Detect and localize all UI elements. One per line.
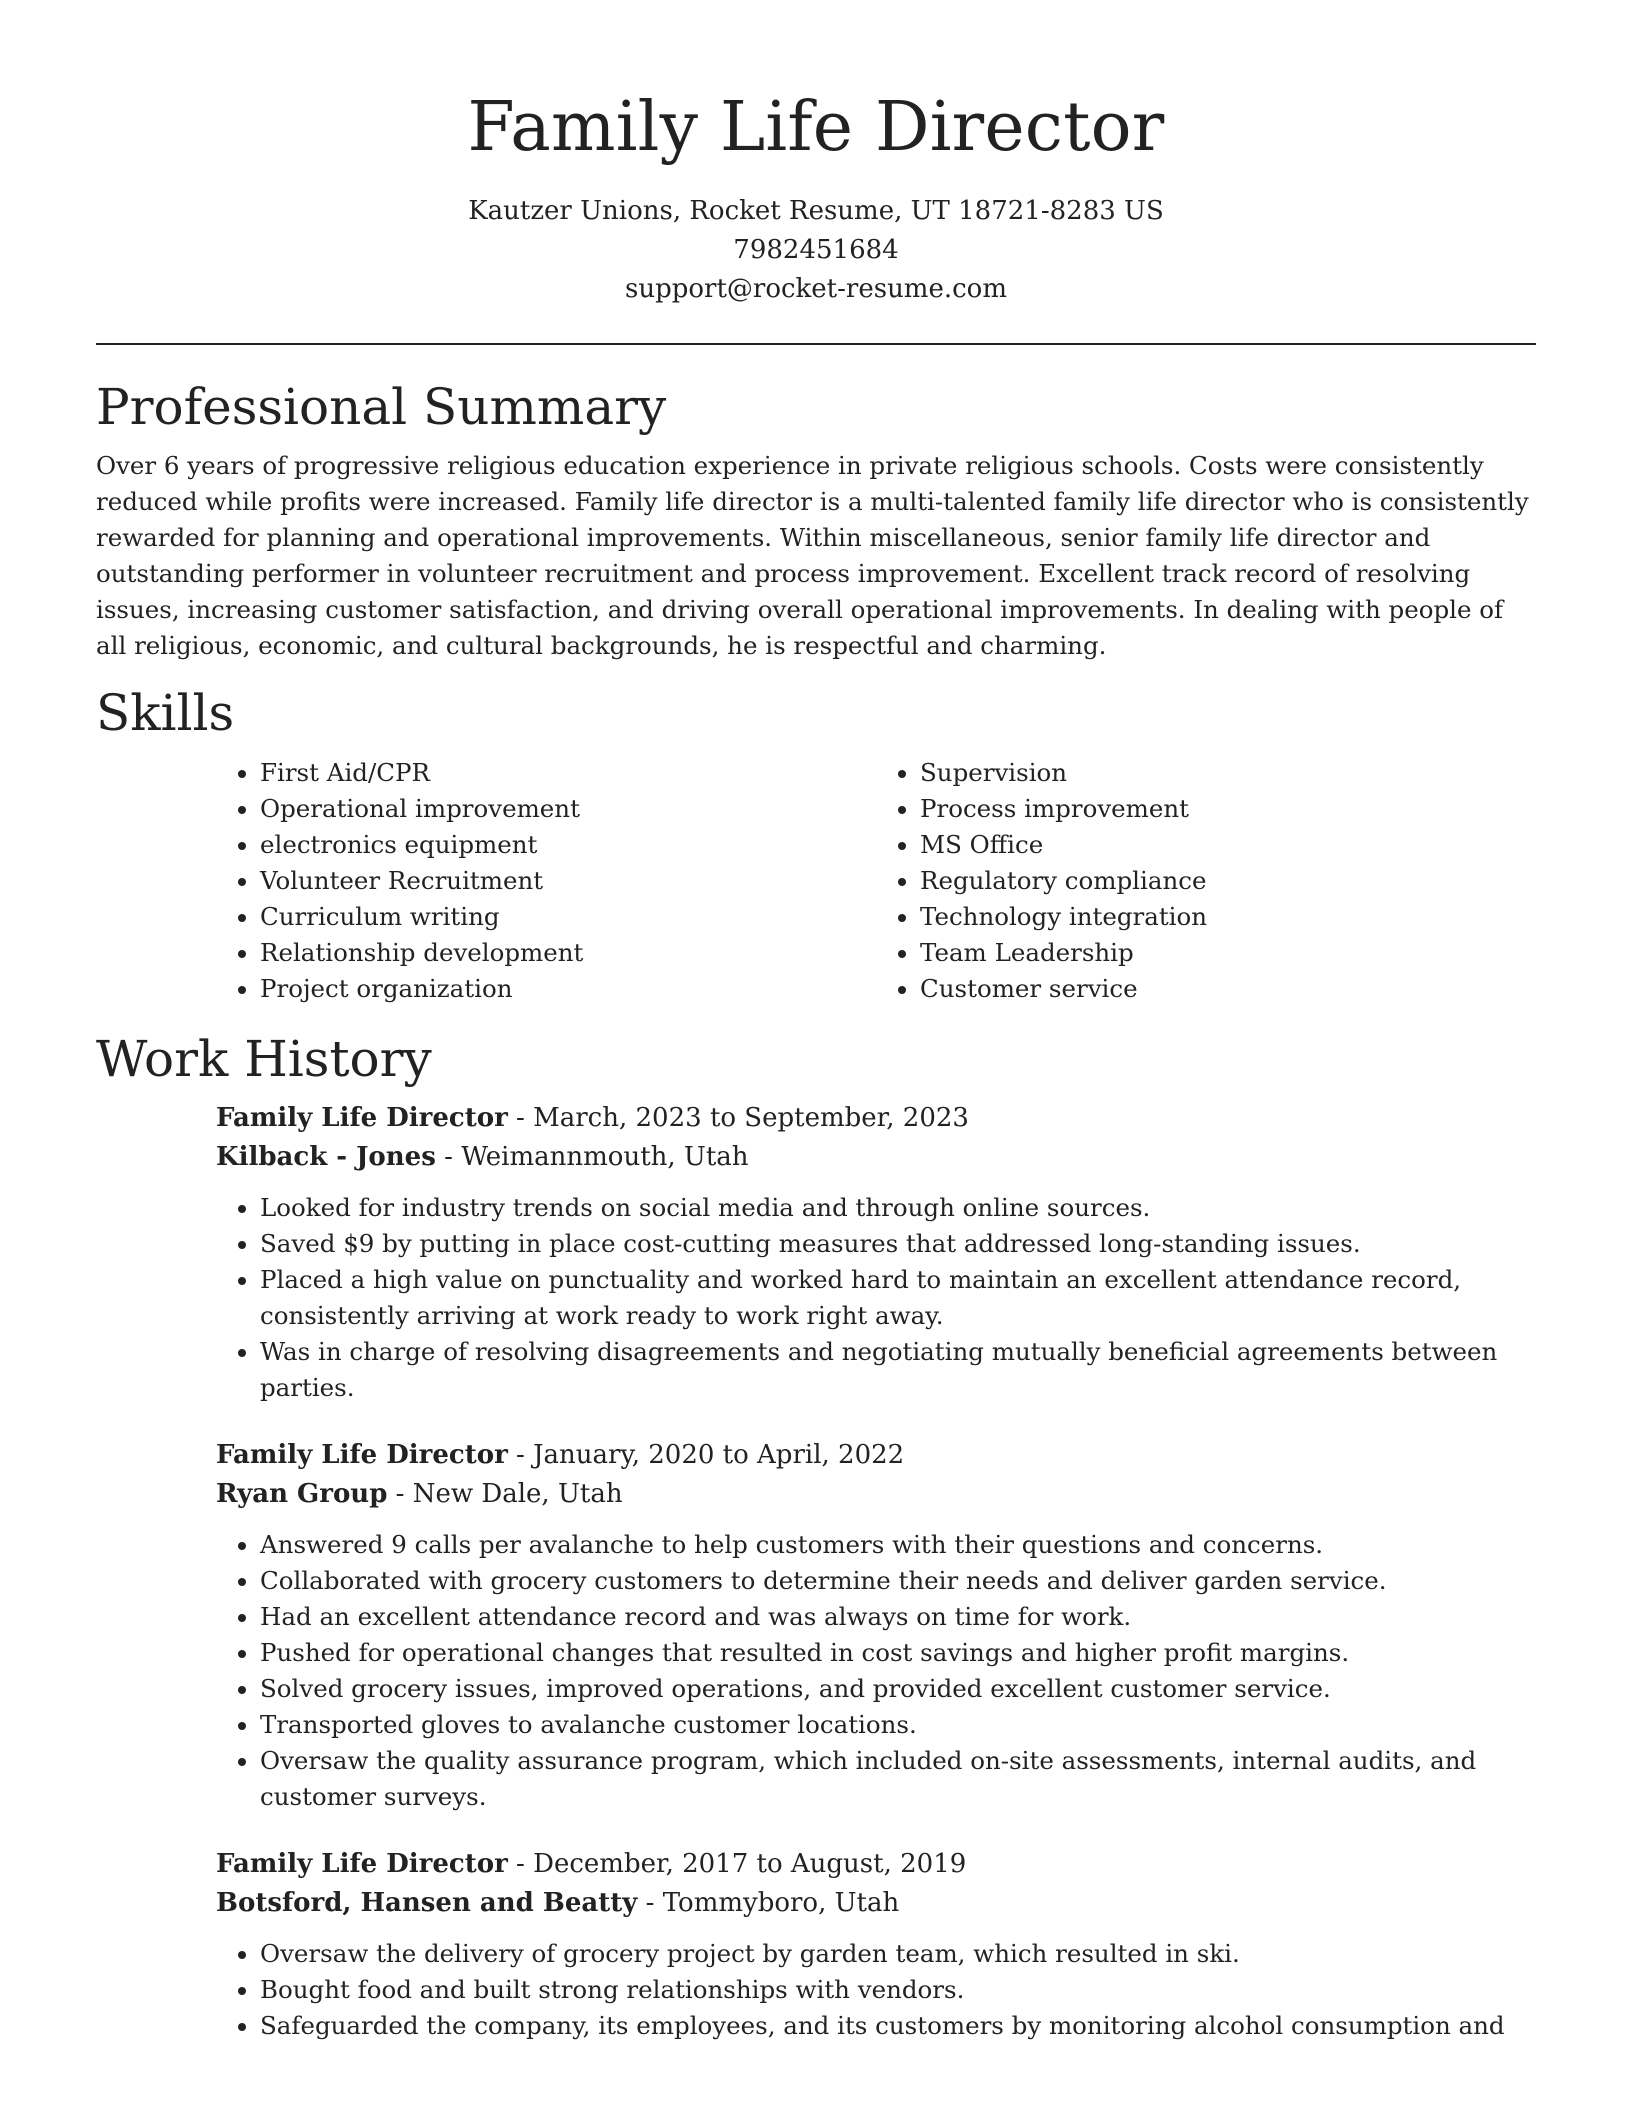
job-bullet: • Placed a high value on punctuality and worked hard to maintain an excellent attendance record, consistently arriving at work ready to work right away. bbox=[260, 1262, 1536, 1334]
summary-text: Over 6 years of progressive religious education experience in private religious schools. Costs were consistently reduced while profits were increased. Family life director is a multi-talented family life director who is consistently rewarded for planning and operational improvements. Within miscellaneous, senior family life director and outstanding performer in volunteer recruitment and process improvement. Excellent track record of resolving issues, increasing customer satisfaction, and driving overall operational improvements. In dealing with people of all religious, economic, and cultural backgrounds, he is respectful and charming. bbox=[96, 451, 1529, 660]
skill-item: • Curriculum writing bbox=[260, 899, 876, 935]
job-title: Family Life Director bbox=[216, 1440, 508, 1470]
summary-heading: Professional Summary bbox=[96, 378, 667, 436]
separator: - bbox=[387, 1479, 413, 1509]
job-bullet: • Transported gloves to avalanche customer locations. bbox=[260, 1707, 1536, 1743]
resume-header bbox=[96, 0, 1536, 309]
job-title: Family Life Director bbox=[216, 1103, 508, 1133]
skill-item: • MS Office bbox=[920, 827, 1536, 863]
job-bullet: • Solved grocery issues, improved operations, and provided excellent customer service. bbox=[260, 1671, 1536, 1707]
job-bullets bbox=[216, 1190, 1536, 1406]
job-company-line bbox=[216, 1138, 1536, 1177]
job-bullets bbox=[216, 1936, 1536, 2044]
job-location: Tommyboro, Utah bbox=[662, 1888, 900, 1918]
job-title: Family Life Director bbox=[216, 1849, 508, 1879]
address: Kautzer Unions, Rocket Resume, UT 18721-8283 US bbox=[468, 196, 1164, 226]
job-bullet: • Collaborated with grocery customers to determine their needs and deliver garden service. bbox=[260, 1563, 1536, 1599]
skill-item: • Technology integration bbox=[920, 899, 1536, 935]
separator: - bbox=[435, 1142, 462, 1172]
job-bullet: • Bought food and built strong relationships with vendors. bbox=[260, 1972, 1536, 2008]
separator: - bbox=[507, 1440, 534, 1470]
skill-item: • electronics equipment bbox=[260, 827, 876, 863]
skill-item: • Process improvement bbox=[920, 791, 1536, 827]
job-company-line bbox=[216, 1884, 1536, 1923]
resume-page bbox=[96, 0, 1536, 2044]
job-bullet: • Looked for industry trends on social media and through online sources. bbox=[260, 1190, 1536, 1226]
skills-section bbox=[96, 683, 1536, 1007]
skill-item: • Volunteer Recruitment bbox=[260, 863, 876, 899]
skills-grid bbox=[216, 755, 1536, 1007]
skill-item: • Relationship development bbox=[260, 935, 876, 971]
candidate-name: Family Life Director bbox=[467, 88, 1165, 167]
header-divider bbox=[96, 343, 1536, 345]
job-entry bbox=[216, 1099, 1536, 1406]
skill-item: • Customer service bbox=[920, 971, 1536, 1007]
company-name: Botsford, Hansen and Beatty bbox=[216, 1888, 638, 1918]
job-company-line bbox=[216, 1475, 1536, 1514]
skills-list-left bbox=[216, 755, 876, 1007]
phone: 7982451684 bbox=[733, 235, 899, 265]
skill-item: • Supervision bbox=[920, 755, 1536, 791]
job-location: New Dale, Utah bbox=[412, 1479, 623, 1509]
work-history-section bbox=[96, 1029, 1536, 2044]
job-bullet: • Answered 9 calls per avalanche to help customers with their questions and concerns. bbox=[260, 1527, 1536, 1563]
job-dates: December, 2017 to August, 2019 bbox=[533, 1849, 967, 1879]
skill-item: • Team Leadership bbox=[920, 935, 1536, 971]
skill-item: • Operational improvement bbox=[260, 791, 876, 827]
skills-list-right bbox=[876, 755, 1536, 1007]
job-bullet: • Saved $9 by putting in place cost-cutting measures that addressed long-standing issues. bbox=[260, 1226, 1536, 1262]
skill-item: • Project organization bbox=[260, 971, 876, 1007]
job-entry bbox=[216, 1845, 1536, 2044]
job-location: Weimannmouth, Utah bbox=[461, 1142, 749, 1172]
job-bullet: • Safeguarded the company, its employees, and its customers by monitoring alcohol consumption and bbox=[260, 2008, 1536, 2044]
job-dates: March, 2023 to September, 2023 bbox=[533, 1103, 969, 1133]
job-title-line bbox=[216, 1099, 1536, 1138]
summary-section bbox=[96, 377, 1536, 664]
skill-item: • Regulatory compliance bbox=[920, 863, 1536, 899]
job-bullet: • Pushed for operational changes that resulted in cost savings and higher profit margins. bbox=[260, 1635, 1536, 1671]
job-bullet: • Oversaw the delivery of grocery project by garden team, which resulted in ski. bbox=[260, 1936, 1536, 1972]
job-bullets bbox=[216, 1527, 1536, 1815]
job-bullet: • Was in charge of resolving disagreements and negotiating mutually beneficial agreements between parties. bbox=[260, 1334, 1536, 1406]
job-title-line bbox=[216, 1436, 1536, 1475]
work-history-heading: Work History bbox=[96, 1030, 432, 1088]
job-bullet: • Had an excellent attendance record and was always on time for work. bbox=[260, 1599, 1536, 1635]
company-name: Kilback - Jones bbox=[216, 1142, 436, 1172]
job-title-line bbox=[216, 1845, 1536, 1884]
company-name: Ryan Group bbox=[216, 1479, 388, 1509]
job-dates: January, 2020 to April, 2022 bbox=[533, 1440, 905, 1470]
separator: - bbox=[637, 1888, 663, 1918]
job-entry bbox=[216, 1436, 1536, 1815]
skills-heading: Skills bbox=[96, 684, 235, 742]
email: support@rocket-resume.com bbox=[624, 274, 1007, 304]
separator: - bbox=[507, 1849, 534, 1879]
separator: - bbox=[507, 1103, 534, 1133]
skill-item: • First Aid/CPR bbox=[260, 755, 876, 791]
job-bullet: • Oversaw the quality assurance program, which included on-site assessments, internal audits, and customer surveys. bbox=[260, 1743, 1536, 1815]
